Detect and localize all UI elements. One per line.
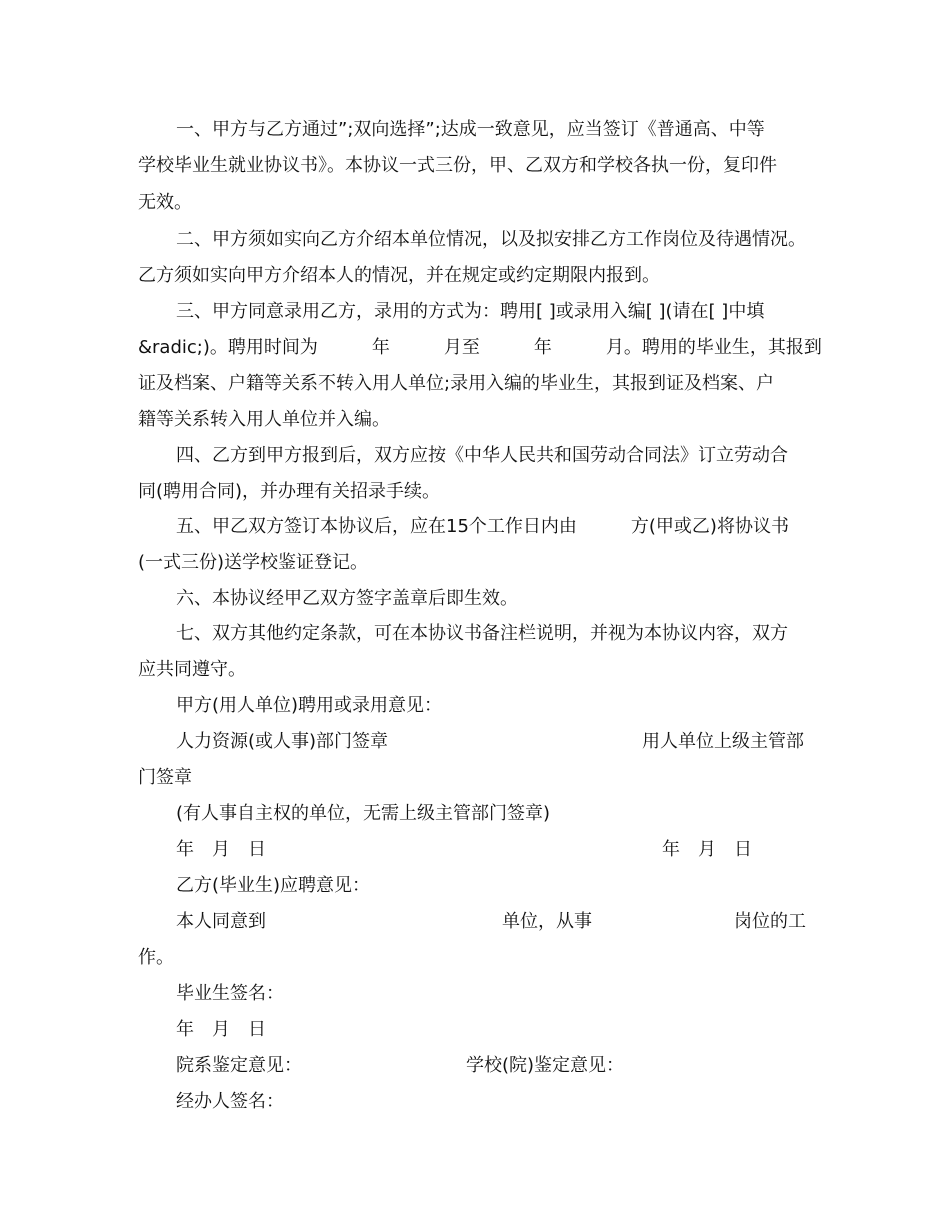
clause-4-line-1: 四、乙方到甲方报到后，双方应按《中华人民共和国劳动合同法》订立劳动合 bbox=[176, 445, 788, 466]
clause-5-line-2: (一式三份)送学校鉴证登记。 bbox=[138, 552, 369, 573]
graduate-date: 年 月 日 bbox=[176, 1019, 266, 1040]
clause-2-line-1: 二、甲方须如实向乙方介绍本单位情况，以及拟安排乙方工作岗位及待遇情况。 bbox=[176, 229, 806, 250]
employer-opinion-heading: 甲方(用人单位)聘用或录用意见： bbox=[176, 695, 443, 716]
graduate-consent-unit: 单位，从事 bbox=[502, 911, 592, 932]
clause-7-line-2: 应共同遵守。 bbox=[138, 659, 246, 680]
graduate-consent-end: 作。 bbox=[138, 947, 174, 968]
handler-signature-label: 经办人签名： bbox=[176, 1091, 284, 1112]
clause-3-line-3: 证及档案、户籍等关系不转入用人单位;录用入编的毕业生，其报到证及档案、户 bbox=[138, 373, 775, 394]
graduate-consent-start: 本人同意到 bbox=[176, 911, 266, 932]
department-appraisal-label: 院系鉴定意见： bbox=[176, 1055, 302, 1076]
clause-1-line-1: 一、甲方与乙方通过”;双向选择”;达成一致意见，应当签订《普通高、中等 bbox=[176, 119, 765, 140]
hr-department-seal-label: 人力资源(或人事)部门签章 bbox=[176, 731, 389, 752]
clause-1-line-3: 无效。 bbox=[138, 192, 192, 213]
supervisor-seal-label-cont: 门签章 bbox=[138, 767, 192, 788]
clause-4-line-2: 同(聘用合同)，并办理有关招录手续。 bbox=[138, 481, 441, 502]
seal-exemption-note: (有人事自主权的单位，无需上级主管部门签章) bbox=[176, 803, 551, 824]
clause-6: 六、本协议经甲乙双方签字盖章后即生效。 bbox=[176, 588, 518, 609]
supervisor-date: 年 月 日 bbox=[662, 839, 752, 860]
graduate-signature-label: 毕业生签名： bbox=[176, 983, 284, 1004]
clause-3-line-1: 三、甲方同意录用乙方，录用的方式为：聘用[ ]或录用入编[ ](请在[ ]中填 bbox=[176, 301, 765, 322]
clause-2-line-2: 乙方须如实向甲方介绍本人的情况，并在规定或约定期限内报到。 bbox=[138, 265, 660, 286]
clause-1-line-2: 学校毕业生就业协议书》。本协议一式三份，甲、乙双方和学校各执一份，复印件 bbox=[138, 155, 777, 176]
supervisor-seal-label: 用人单位上级主管部 bbox=[642, 731, 804, 752]
clause-3-line-2: &radic;)。聘用时间为 年 月至 年 月。聘用的毕业生，其报到 bbox=[138, 337, 822, 358]
graduate-consent-post: 岗位的工 bbox=[734, 911, 806, 932]
school-appraisal-label: 学校(院)鉴定意见： bbox=[466, 1055, 625, 1076]
employer-date: 年 月 日 bbox=[176, 839, 266, 860]
clause-3-line-4: 籍等关系转入用人单位并入编。 bbox=[138, 409, 390, 430]
graduate-opinion-heading: 乙方(毕业生)应聘意见： bbox=[176, 875, 371, 896]
clause-5-line-1: 五、甲乙双方签订本协议后，应在15个工作日内由 方(甲或乙)将协议书 bbox=[176, 516, 789, 537]
clause-7-line-1: 七、双方其他约定条款，可在本协议书备注栏说明，并视为本协议内容，双方 bbox=[176, 623, 788, 644]
